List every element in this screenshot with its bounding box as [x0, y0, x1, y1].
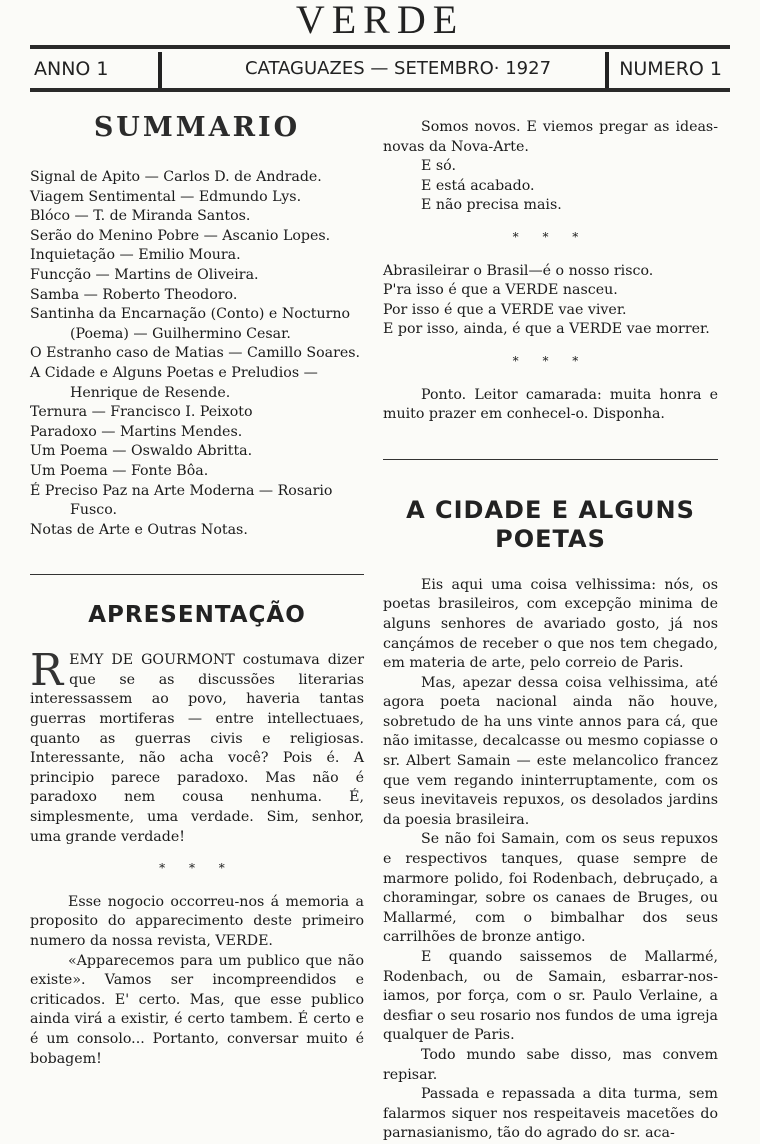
- manifesto-line: E está acabado.: [421, 177, 535, 194]
- toc-item: Notas de Arte e Outras Notas.: [30, 521, 248, 538]
- masthead-rule-bottom: [30, 88, 730, 92]
- masthead-divider: [158, 52, 162, 88]
- manifesto-line: P'ra isso é que a VERDE nasceu.: [383, 282, 618, 299]
- stars-divider: * * *: [159, 861, 235, 876]
- toc-item: Ternura — Francisco I. Peixoto: [30, 404, 253, 421]
- toc-item: Funcção — Martins de Oliveira.: [30, 266, 259, 283]
- cidade-paragraph: E quando saissemos de Mallarmé, Rodenbach, ou de Samain, esbarrar-nos-iamos, por força, com o sr. Paulo Verlaine, a desfiar o seu rosario nos fundos de uma igreja qualquer de Paris.: [383, 949, 718, 1044]
- toc-item: Um Poema — Fonte Bôa.: [30, 462, 209, 479]
- toc-item: Samba — Roberto Theodoro.: [30, 286, 238, 303]
- manifesto-line: E só.: [421, 158, 456, 175]
- masthead-info-bar: [30, 52, 730, 86]
- drop-cap: R: [30, 645, 64, 697]
- apresentacao-paragraph: Esse nogocio occorreu-nos á memoria a proposito do apparecimento deste primeiro numero da nossa revista, VERDE.: [30, 893, 364, 949]
- cidade-paragraph: Eis aqui uma coisa velhissima: nós, os poetas brasileiros, com excepção minima de alguns senhores de avariado gosto, já nos cançámos de receber o que nos tem chegado, em materia de arte, pelo correio de Paris.: [383, 576, 718, 672]
- toc-item: Serão do Menino Pobre — Ascanio Lopes.: [30, 227, 331, 244]
- left-column: [30, 110, 364, 1069]
- toc-item: Santinha da Encarnação (Conto) e Nocturno (Poema) — Guilhermino Cesar.: [30, 306, 351, 342]
- toc-item: Paradoxo — Martins Mendes.: [30, 423, 243, 440]
- anno-label: ANNO 1: [34, 58, 109, 80]
- summario-list: [30, 168, 364, 540]
- numero-label: NUMERO 1: [619, 58, 722, 80]
- manifesto-line: E não precisa mais.: [421, 197, 562, 214]
- toc-item: Um Poema — Oswaldo Abritta.: [30, 443, 253, 460]
- manifesto-line: Por isso é que a VERDE vae viver.: [383, 301, 627, 318]
- manifesto-line: E por isso, ainda, é que a VERDE vae morrer.: [383, 321, 710, 338]
- stars-divider: * * *: [512, 353, 589, 368]
- toc-item: O Estranho caso de Matias — Camillo Soares.: [30, 345, 361, 362]
- toc-item: A Cidade e Alguns Poetas e Preludios — Henrique de Resende.: [30, 364, 318, 401]
- cidade-paragraph: Se não foi Samain, com os seus repuxos e respectivos tanques, quase sempre de marmore polido, foi Rodenbach, debruçado, a choramingar, sobre os canaes de Bruges, ou Mallarmé, com o bimbalhar dos seus carrilhões de bronze antigo.: [383, 831, 718, 946]
- manifesto-line: Abrasileirar o Brasil—é o nosso risco.: [383, 262, 654, 279]
- cidade-paragraph: Todo mundo sabe disso, mas convem repisar.: [383, 1046, 718, 1083]
- right-column: [383, 118, 718, 1144]
- toc-item: Signal de Apito — Carlos D. de Andrade.: [30, 169, 322, 185]
- apresentacao-text: EMY DE GOURMONT costumava dizer que se as discussões literarias interessassem ao povo, haveria tantas guerras mortiferas — entre intellectuaes, quanto as guerras civis e religiosas. Interessante, não acha você? Pois é. A principio parece paradoxo. Mas não é paradoxo nem cousa nenhuma. É, simplesmente, uma verdade. Sim, senhor, uma grande verdade!: [30, 652, 364, 845]
- section-divider: [383, 459, 718, 460]
- toc-item: Blóco — T. de Miranda Santos.: [30, 208, 251, 225]
- magazine-title: VERDE: [295, 0, 465, 42]
- manifesto-paragraph: Somos novos. E viemos pregar as ideas-novas da Nova-Arte.: [383, 119, 718, 155]
- cidade-title: A CIDADE E ALGUNS POETAS: [406, 495, 695, 553]
- toc-item: É Preciso Paz na Arte Moderna — Rosario Fusco.: [30, 482, 333, 519]
- cidade-paragraph: Passada e repassada a dita turma, sem falarmos siquer nos respeitaveis macetões do parnasianismo, tão do agrado do sr. aca-: [383, 1086, 718, 1142]
- place-date: CATAGUAZES — SETEMBRO· 1927: [244, 58, 552, 79]
- masthead-divider: [605, 52, 609, 88]
- toc-item: Viagem Sentimental — Edmundo Lys.: [30, 188, 302, 205]
- toc-item: Inquietação — Emilio Moura.: [30, 247, 241, 264]
- stars-divider: * * *: [512, 229, 589, 244]
- cidade-paragraph: Mas, apezar dessa coisa velhissima, até agora poeta nacional ainda não houve, sobretudo de ha uns vinte annos para cá, que não imitasse, decalcasse ou mesmo copiasse o sr. Albert Samain — este melancolico francez que vem regando ininterruptamente, com os seus inevitaveis repuxos, os desolados jardins da poesia brasileira.: [383, 674, 718, 828]
- summario-title: SUMMARIO: [93, 112, 301, 143]
- manifesto-paragraph: Ponto. Leitor camarada: muita honra e muito prazer em conhecel-o. Disponha.: [383, 386, 718, 423]
- apresentacao-title: APRESENTAÇÃO: [88, 602, 306, 629]
- section-divider: [30, 574, 364, 575]
- apresentacao-paragraph: [30, 645, 364, 847]
- apresentacao-paragraph: «Apparecemos para um publico que não existe». Vamos ser incompreendidos e criticados. E' certo. Mas, que esse publico ainda virá a existir, é certo tambem. É certo e é um consolo... Portanto, conversar muito é bobagem!: [30, 952, 364, 1067]
- masthead-rule-top: [30, 45, 730, 49]
